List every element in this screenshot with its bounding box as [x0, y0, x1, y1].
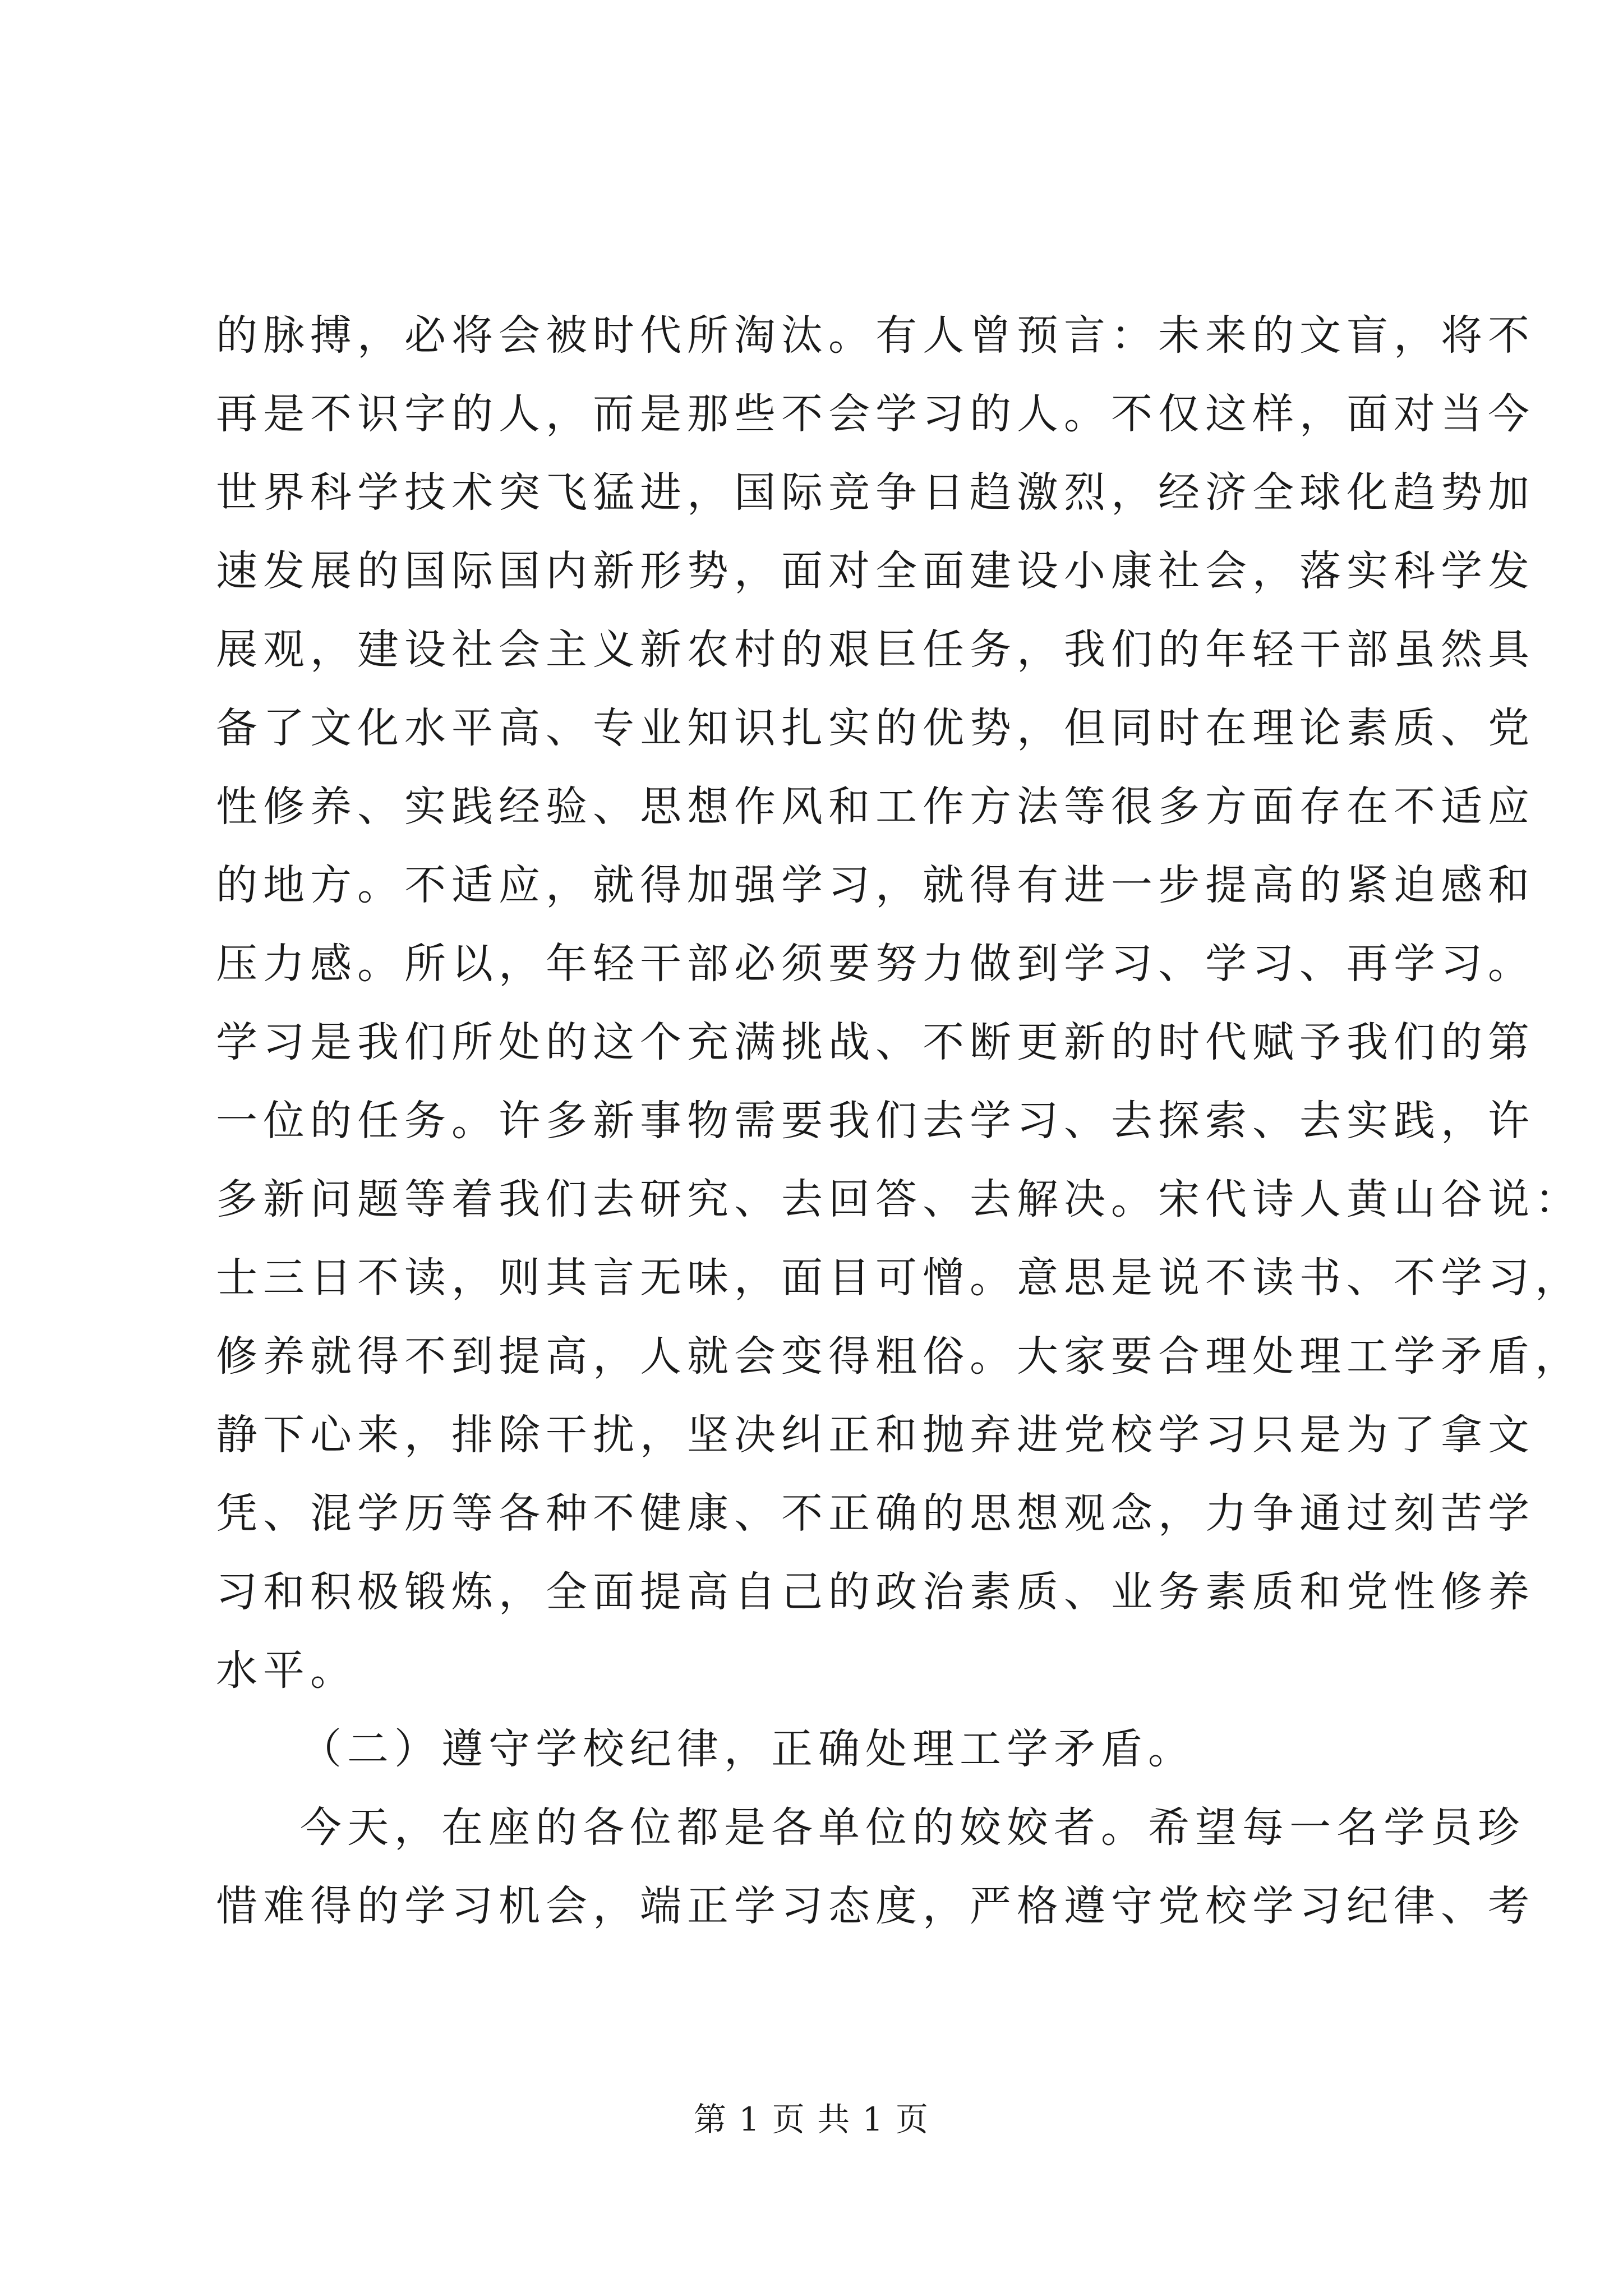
text-line: 的脉搏，必将会被时代所淘汰。有人曾预言：未来的文盲，将不: [216, 311, 1535, 360]
text-line: 修养就得不到提高，人就会变得粗俗。大家要合理处理工学矛盾，: [216, 1332, 1582, 1381]
text-line: 今天，在座的各位都是各单位的姣姣者。希望每一名学员珍: [300, 1803, 1525, 1852]
text-line: 凭、混学历等各种不健康、不正确的思想观念，力争通过刻苦学: [216, 1489, 1535, 1538]
text-line: 静下心来，排除干扰，坚决纠正和抛弃进党校学习只是为了拿文: [216, 1411, 1535, 1459]
text-line: 惜难得的学习机会，端正学习态度，严格遵守党校学习纪律、考: [216, 1882, 1535, 1930]
text-line: 压力感。所以，年轻干部必须要努力做到学习、学习、再学习。: [216, 940, 1535, 988]
text-line: 一位的任务。许多新事物需要我们去学习、去探索、去实践，许: [216, 1097, 1535, 1145]
text-line: 性修养、实践经验、思想作风和工作方法等很多方面存在不适应: [216, 783, 1535, 831]
page-number: 第 1 页 共 1 页: [694, 2100, 929, 2138]
text-line: 世界科学技术突飞猛进，国际竞争日趋激烈，经济全球化趋势加: [216, 468, 1535, 517]
text-line: 再是不识字的人，而是那些不会学习的人。不仅这样，面对当今: [216, 390, 1535, 438]
text-line: 水平。: [216, 1646, 357, 1695]
page-footer: [0, 2097, 1623, 2142]
text-line: 多新问题等着我们去研究、去回答、去解决。宋代诗人黄山谷说：: [216, 1175, 1582, 1223]
text-line: 习和积极锻炼，全面提高自己的政治素质、业务素质和党性修养: [216, 1568, 1535, 1616]
document-body: [216, 296, 1582, 1945]
text-line: 速发展的国际国内新形势，面对全面建设小康社会，落实科学发: [216, 547, 1535, 595]
text-line: 学习是我们所处的这个充满挑战、不断更新的时代赋予我们的第: [216, 1018, 1535, 1066]
text-line: 的地方。不适应，就得加强学习，就得有进一步提高的紧迫感和: [216, 861, 1535, 909]
text-line: 展观，建设社会主义新农村的艰巨任务，我们的年轻干部虽然具: [216, 625, 1535, 674]
text-line: 备了文化水平高、专业知识扎实的优势，但同时在理论素质、党: [216, 704, 1535, 752]
section-heading: （二）遵守学校纪律，正确处理工学矛盾。: [300, 1725, 1195, 1773]
text-line: 士三日不读，则其言无味，面目可憎。意思是说不读书、不学习，: [216, 1254, 1582, 1302]
